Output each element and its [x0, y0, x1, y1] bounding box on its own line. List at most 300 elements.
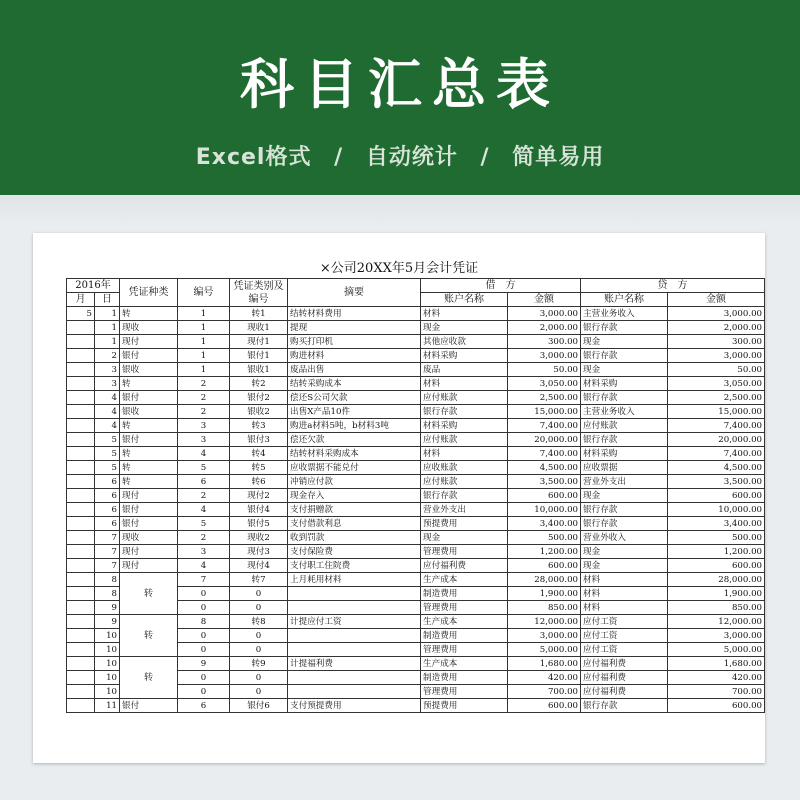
cell-day: 6 — [95, 489, 120, 503]
cell-day: 9 — [95, 615, 120, 629]
cell-number: 2 — [178, 405, 230, 419]
cell-day: 11 — [95, 699, 120, 713]
cell-voucher-type: 转 — [120, 475, 178, 489]
cell-credit-amount: 28,000.00 — [668, 573, 765, 587]
table-row — [67, 349, 765, 363]
cell-day: 3 — [95, 377, 120, 391]
table-row — [67, 405, 765, 419]
cell-category: 银付4 — [230, 503, 288, 517]
cell-category: 现收1 — [230, 321, 288, 335]
cell-summary: 收到罚款 — [288, 531, 421, 545]
cell-voucher-type: 现付 — [120, 545, 178, 559]
cell-debit-amount: 12,000.00 — [508, 615, 581, 629]
cell-credit-account: 材料采购 — [581, 377, 668, 391]
cell-credit-amount: 5,000.00 — [668, 643, 765, 657]
cell-debit-account: 银行存款 — [421, 405, 508, 419]
cell-voucher-type: 银付 — [120, 503, 178, 517]
cell-summary: 购买打印机 — [288, 335, 421, 349]
cell-credit-account: 应付工资 — [581, 615, 668, 629]
cell-month — [67, 461, 95, 475]
cell-voucher-type: 转 — [120, 461, 178, 475]
cell-credit-amount: 4,500.00 — [668, 461, 765, 475]
cell-month — [67, 363, 95, 377]
cell-number: 3 — [178, 545, 230, 559]
cell-credit-amount: 600.00 — [668, 699, 765, 713]
cell-day: 6 — [95, 517, 120, 531]
cell-voucher-type: 银付 — [120, 517, 178, 531]
cell-summary: 购进a材料5吨，b材料3吨 — [288, 419, 421, 433]
cell-voucher-type: 转 — [120, 419, 178, 433]
cell-voucher-type: 现付 — [120, 559, 178, 573]
cell-debit-account: 现金 — [421, 321, 508, 335]
cell-number: 4 — [178, 559, 230, 573]
cell-credit-account: 现金 — [581, 363, 668, 377]
cell-number: 3 — [178, 433, 230, 447]
cell-debit-account: 材料 — [421, 447, 508, 461]
cell-credit-amount: 2,000.00 — [668, 321, 765, 335]
cell-category: 转6 — [230, 475, 288, 489]
cell-day: 6 — [95, 475, 120, 489]
cell-credit-account: 现金 — [581, 545, 668, 559]
cell-day: 10 — [95, 657, 120, 671]
cell-debit-amount: 2,500.00 — [508, 391, 581, 405]
cell-month — [67, 335, 95, 349]
cell-debit-amount: 3,400.00 — [508, 517, 581, 531]
cell-category: 0 — [230, 587, 288, 601]
cell-credit-account: 材料 — [581, 573, 668, 587]
cell-voucher-type: 银付 — [120, 699, 178, 713]
cell-month — [67, 475, 95, 489]
cell-category: 0 — [230, 629, 288, 643]
cell-debit-account: 应收账款 — [421, 461, 508, 475]
cell-debit-account: 生产成本 — [421, 615, 508, 629]
cell-day: 5 — [95, 447, 120, 461]
cell-summary — [288, 587, 421, 601]
header-month: 月 — [67, 293, 95, 307]
cell-summary — [288, 629, 421, 643]
cell-month — [67, 573, 95, 587]
cell-credit-account: 应付福利费 — [581, 685, 668, 699]
cell-number: 0 — [178, 643, 230, 657]
cell-debit-account: 废品 — [421, 363, 508, 377]
cell-category: 银收1 — [230, 363, 288, 377]
cell-voucher-type-merged: 转 — [120, 573, 178, 615]
cell-voucher-type: 转 — [120, 307, 178, 321]
cell-credit-account: 应付工资 — [581, 629, 668, 643]
cell-debit-amount: 600.00 — [508, 559, 581, 573]
cell-month — [67, 559, 95, 573]
header-credit: 贷 方 — [581, 279, 765, 293]
header-year: 2016年 — [67, 279, 120, 293]
cell-debit-amount: 7,400.00 — [508, 419, 581, 433]
table-row — [67, 335, 765, 349]
cell-voucher-type: 银付 — [120, 349, 178, 363]
cell-debit-account: 营业外支出 — [421, 503, 508, 517]
cell-number: 1 — [178, 335, 230, 349]
cell-day: 8 — [95, 573, 120, 587]
cell-number: 6 — [178, 699, 230, 713]
cell-voucher-type: 现付 — [120, 335, 178, 349]
table-row — [67, 615, 765, 629]
header-day: 日 — [95, 293, 120, 307]
cell-month — [67, 447, 95, 461]
cell-debit-account: 材料采购 — [421, 349, 508, 363]
cell-credit-amount: 15,000.00 — [668, 405, 765, 419]
cell-credit-account: 现金 — [581, 559, 668, 573]
cell-summary: 结转材料采购成本 — [288, 447, 421, 461]
table-row — [67, 363, 765, 377]
header-debit-account: 账户名称 — [421, 293, 508, 307]
cell-category: 银付3 — [230, 433, 288, 447]
cell-debit-account: 应付账款 — [421, 475, 508, 489]
cell-debit-amount: 1,900.00 — [508, 587, 581, 601]
cell-category: 现付3 — [230, 545, 288, 559]
cell-credit-amount: 1,900.00 — [668, 587, 765, 601]
cell-credit-amount: 10,000.00 — [668, 503, 765, 517]
cell-credit-amount: 12,000.00 — [668, 615, 765, 629]
table-row — [67, 545, 765, 559]
cell-credit-account: 银行存款 — [581, 391, 668, 405]
table-row — [67, 517, 765, 531]
cell-credit-account: 银行存款 — [581, 503, 668, 517]
separator: / — [480, 145, 490, 170]
cell-debit-amount: 420.00 — [508, 671, 581, 685]
cell-credit-amount: 3,000.00 — [668, 629, 765, 643]
cell-voucher-type: 转 — [120, 447, 178, 461]
cell-debit-amount: 2,000.00 — [508, 321, 581, 335]
cell-number: 0 — [178, 587, 230, 601]
cell-credit-account: 材料 — [581, 587, 668, 601]
cell-credit-account: 银行存款 — [581, 699, 668, 713]
cell-voucher-type: 银收 — [120, 405, 178, 419]
cell-debit-amount: 15,000.00 — [508, 405, 581, 419]
cell-month — [67, 601, 95, 615]
cell-debit-account: 预提费用 — [421, 517, 508, 531]
cell-debit-account: 管理费用 — [421, 545, 508, 559]
header-credit-amount: 金额 — [668, 293, 765, 307]
cell-credit-account: 银行存款 — [581, 349, 668, 363]
cell-debit-account: 制造费用 — [421, 671, 508, 685]
cell-credit-account: 主营业务收入 — [581, 307, 668, 321]
cell-day: 7 — [95, 531, 120, 545]
cell-month — [67, 377, 95, 391]
cell-voucher-type: 现收 — [120, 321, 178, 335]
cell-number: 2 — [178, 377, 230, 391]
cell-summary — [288, 643, 421, 657]
header-banner — [0, 0, 800, 195]
table-row — [67, 321, 765, 335]
header-category: 凭证类别及编号 — [230, 279, 288, 307]
cell-day: 2 — [95, 349, 120, 363]
cell-number: 6 — [178, 475, 230, 489]
cell-credit-account: 应收票据 — [581, 461, 668, 475]
cell-day: 7 — [95, 559, 120, 573]
cell-month — [67, 419, 95, 433]
cell-day: 9 — [95, 601, 120, 615]
separator: / — [334, 145, 344, 170]
cell-category: 0 — [230, 601, 288, 615]
cell-credit-amount: 420.00 — [668, 671, 765, 685]
cell-summary: 支付职工住院费 — [288, 559, 421, 573]
table-row — [67, 699, 765, 713]
header-debit-amount: 金额 — [508, 293, 581, 307]
table-row — [67, 489, 765, 503]
cell-category: 转7 — [230, 573, 288, 587]
cell-category: 0 — [230, 671, 288, 685]
cell-day: 10 — [95, 643, 120, 657]
cell-category: 现收2 — [230, 531, 288, 545]
cell-debit-amount: 600.00 — [508, 699, 581, 713]
cell-debit-account: 材料采购 — [421, 419, 508, 433]
cell-month — [67, 629, 95, 643]
cell-number: 8 — [178, 615, 230, 629]
cell-month — [67, 699, 95, 713]
cell-day: 10 — [95, 629, 120, 643]
cell-month — [67, 349, 95, 363]
cell-debit-account: 材料 — [421, 377, 508, 391]
cell-debit-account: 其他应收款 — [421, 335, 508, 349]
cell-credit-amount: 3,050.00 — [668, 377, 765, 391]
table-row — [67, 419, 765, 433]
cell-number: 7 — [178, 573, 230, 587]
cell-category: 银付6 — [230, 699, 288, 713]
cell-number: 2 — [178, 531, 230, 545]
feature-easy: 简单易用 — [512, 145, 605, 170]
cell-day: 1 — [95, 307, 120, 321]
cell-debit-amount: 10,000.00 — [508, 503, 581, 517]
cell-credit-amount: 1,680.00 — [668, 657, 765, 671]
feature-excel: Excel格式 — [195, 145, 312, 170]
cell-day: 10 — [95, 671, 120, 685]
table-row — [67, 377, 765, 391]
cell-day: 10 — [95, 685, 120, 699]
cell-category: 转5 — [230, 461, 288, 475]
cell-voucher-type: 银付 — [120, 433, 178, 447]
table-row — [67, 391, 765, 405]
cell-month — [67, 517, 95, 531]
cell-debit-amount: 850.00 — [508, 601, 581, 615]
cell-debit-amount: 3,500.00 — [508, 475, 581, 489]
cell-credit-amount: 3,000.00 — [668, 307, 765, 321]
cell-credit-amount: 850.00 — [668, 601, 765, 615]
header-debit: 借 方 — [421, 279, 581, 293]
cell-number: 1 — [178, 363, 230, 377]
cell-number: 4 — [178, 503, 230, 517]
cell-day: 5 — [95, 433, 120, 447]
cell-debit-amount: 4,500.00 — [508, 461, 581, 475]
cell-month — [67, 657, 95, 671]
cell-credit-amount: 1,200.00 — [668, 545, 765, 559]
cell-credit-account: 应付福利费 — [581, 671, 668, 685]
cell-summary: 支付借款利息 — [288, 517, 421, 531]
cell-month — [67, 321, 95, 335]
cell-category: 现付4 — [230, 559, 288, 573]
cell-voucher-type-merged: 转 — [120, 615, 178, 657]
cell-month: 5 — [67, 307, 95, 321]
cell-day: 8 — [95, 587, 120, 601]
cell-credit-amount: 500.00 — [668, 531, 765, 545]
cell-summary: 购进材料 — [288, 349, 421, 363]
cell-summary: 偿还欠款 — [288, 433, 421, 447]
document-title: ×公司20XX年5月会计凭证 — [319, 261, 479, 276]
cell-debit-account: 应付账款 — [421, 433, 508, 447]
cell-summary: 提现 — [288, 321, 421, 335]
cell-day: 7 — [95, 545, 120, 559]
cell-credit-amount: 700.00 — [668, 685, 765, 699]
cell-summary: 结转采购成本 — [288, 377, 421, 391]
cell-voucher-type: 现收 — [120, 531, 178, 545]
cell-month — [67, 503, 95, 517]
cell-number: 3 — [178, 419, 230, 433]
cell-category: 转4 — [230, 447, 288, 461]
cell-category: 现付1 — [230, 335, 288, 349]
cell-debit-amount: 28,000.00 — [508, 573, 581, 587]
table-row — [67, 433, 765, 447]
cell-month — [67, 643, 95, 657]
background-stripe — [0, 195, 800, 225]
cell-voucher-type-merged: 转 — [120, 657, 178, 699]
cell-month — [67, 531, 95, 545]
cell-month — [67, 545, 95, 559]
cell-month — [67, 685, 95, 699]
cell-day: 4 — [95, 419, 120, 433]
cell-debit-account: 生产成本 — [421, 573, 508, 587]
feature-auto-stat: 自动统计 — [365, 145, 458, 170]
cell-voucher-type: 银收 — [120, 363, 178, 377]
cell-credit-account: 现金 — [581, 489, 668, 503]
cell-summary: 计提应付工资 — [288, 615, 421, 629]
cell-debit-amount: 20,000.00 — [508, 433, 581, 447]
cell-debit-account: 管理费用 — [421, 685, 508, 699]
cell-credit-amount: 3,500.00 — [668, 475, 765, 489]
cell-number: 5 — [178, 517, 230, 531]
cell-credit-amount: 600.00 — [668, 559, 765, 573]
cell-number: 1 — [178, 321, 230, 335]
cell-credit-account: 应付账款 — [581, 419, 668, 433]
cell-credit-account: 应付工资 — [581, 643, 668, 657]
cell-number: 0 — [178, 629, 230, 643]
header-credit-account: 账户名称 — [581, 293, 668, 307]
cell-summary: 出售X产品10件 — [288, 405, 421, 419]
cell-voucher-type: 现付 — [120, 489, 178, 503]
cell-summary: 计提福利费 — [288, 657, 421, 671]
table-row — [67, 573, 765, 587]
cell-summary: 冲销应付款 — [288, 475, 421, 489]
cell-debit-account: 管理费用 — [421, 601, 508, 615]
cell-day: 4 — [95, 391, 120, 405]
table-row — [67, 475, 765, 489]
table-row — [67, 531, 765, 545]
cell-number: 1 — [178, 307, 230, 321]
cell-debit-amount: 3,000.00 — [508, 307, 581, 321]
cell-summary — [288, 671, 421, 685]
cell-debit-amount: 3,000.00 — [508, 349, 581, 363]
cell-category: 银付5 — [230, 517, 288, 531]
banner-title: 科目汇总表 — [240, 53, 560, 116]
cell-month — [67, 615, 95, 629]
cell-category: 0 — [230, 685, 288, 699]
table-row — [67, 657, 765, 671]
cell-number: 0 — [178, 601, 230, 615]
cell-number: 2 — [178, 489, 230, 503]
cell-voucher-type: 银付 — [120, 391, 178, 405]
cell-debit-amount: 300.00 — [508, 335, 581, 349]
cell-credit-amount: 2,500.00 — [668, 391, 765, 405]
voucher-table — [66, 278, 765, 713]
spreadsheet-preview — [33, 233, 765, 763]
cell-day: 5 — [95, 461, 120, 475]
cell-debit-account: 管理费用 — [421, 643, 508, 657]
cell-month — [67, 671, 95, 685]
cell-summary: 偿还S公司欠款 — [288, 391, 421, 405]
cell-debit-amount: 3,000.00 — [508, 629, 581, 643]
cell-credit-account: 银行存款 — [581, 433, 668, 447]
cell-credit-account: 主营业务收入 — [581, 405, 668, 419]
cell-debit-amount: 7,400.00 — [508, 447, 581, 461]
cell-number: 5 — [178, 461, 230, 475]
cell-credit-account: 材料 — [581, 601, 668, 615]
table-row — [67, 307, 765, 321]
cell-debit-amount: 700.00 — [508, 685, 581, 699]
banner-subtitle — [0, 140, 800, 171]
cell-debit-amount: 3,050.00 — [508, 377, 581, 391]
cell-debit-account: 现金 — [421, 531, 508, 545]
cell-credit-account: 银行存款 — [581, 321, 668, 335]
cell-credit-account: 银行存款 — [581, 517, 668, 531]
cell-debit-account: 制造费用 — [421, 629, 508, 643]
cell-voucher-type: 转 — [120, 377, 178, 391]
cell-credit-account: 现金 — [581, 335, 668, 349]
cell-debit-amount: 50.00 — [508, 363, 581, 377]
cell-credit-account: 营业外收入 — [581, 531, 668, 545]
cell-number: 0 — [178, 671, 230, 685]
cell-day: 6 — [95, 503, 120, 517]
cell-debit-amount: 500.00 — [508, 531, 581, 545]
cell-credit-amount: 3,400.00 — [668, 517, 765, 531]
header-number: 编号 — [178, 279, 230, 307]
cell-month — [67, 489, 95, 503]
cell-number: 4 — [178, 447, 230, 461]
cell-debit-account: 预提费用 — [421, 699, 508, 713]
cell-category: 银付2 — [230, 391, 288, 405]
cell-category: 转8 — [230, 615, 288, 629]
cell-month — [67, 587, 95, 601]
cell-category: 转2 — [230, 377, 288, 391]
cell-debit-amount: 1,200.00 — [508, 545, 581, 559]
cell-debit-account: 银行存款 — [421, 489, 508, 503]
cell-category: 转1 — [230, 307, 288, 321]
cell-summary: 结转材料费用 — [288, 307, 421, 321]
cell-number: 1 — [178, 349, 230, 363]
cell-summary: 支付保险费 — [288, 545, 421, 559]
cell-category: 转3 — [230, 419, 288, 433]
cell-summary: 应收票据不能兑付 — [288, 461, 421, 475]
cell-credit-amount: 300.00 — [668, 335, 765, 349]
cell-debit-account: 制造费用 — [421, 587, 508, 601]
table-row — [67, 447, 765, 461]
table-row — [67, 461, 765, 475]
header-summary: 摘要 — [288, 279, 421, 307]
cell-debit-amount: 5,000.00 — [508, 643, 581, 657]
header-voucher-type: 凭证种类 — [120, 279, 178, 307]
cell-credit-amount: 3,000.00 — [668, 349, 765, 363]
cell-summary: 支付预提费用 — [288, 699, 421, 713]
cell-debit-account: 应付福利费 — [421, 559, 508, 573]
cell-credit-account: 材料采购 — [581, 447, 668, 461]
cell-month — [67, 433, 95, 447]
cell-month — [67, 391, 95, 405]
cell-summary: 支付捐赠款 — [288, 503, 421, 517]
